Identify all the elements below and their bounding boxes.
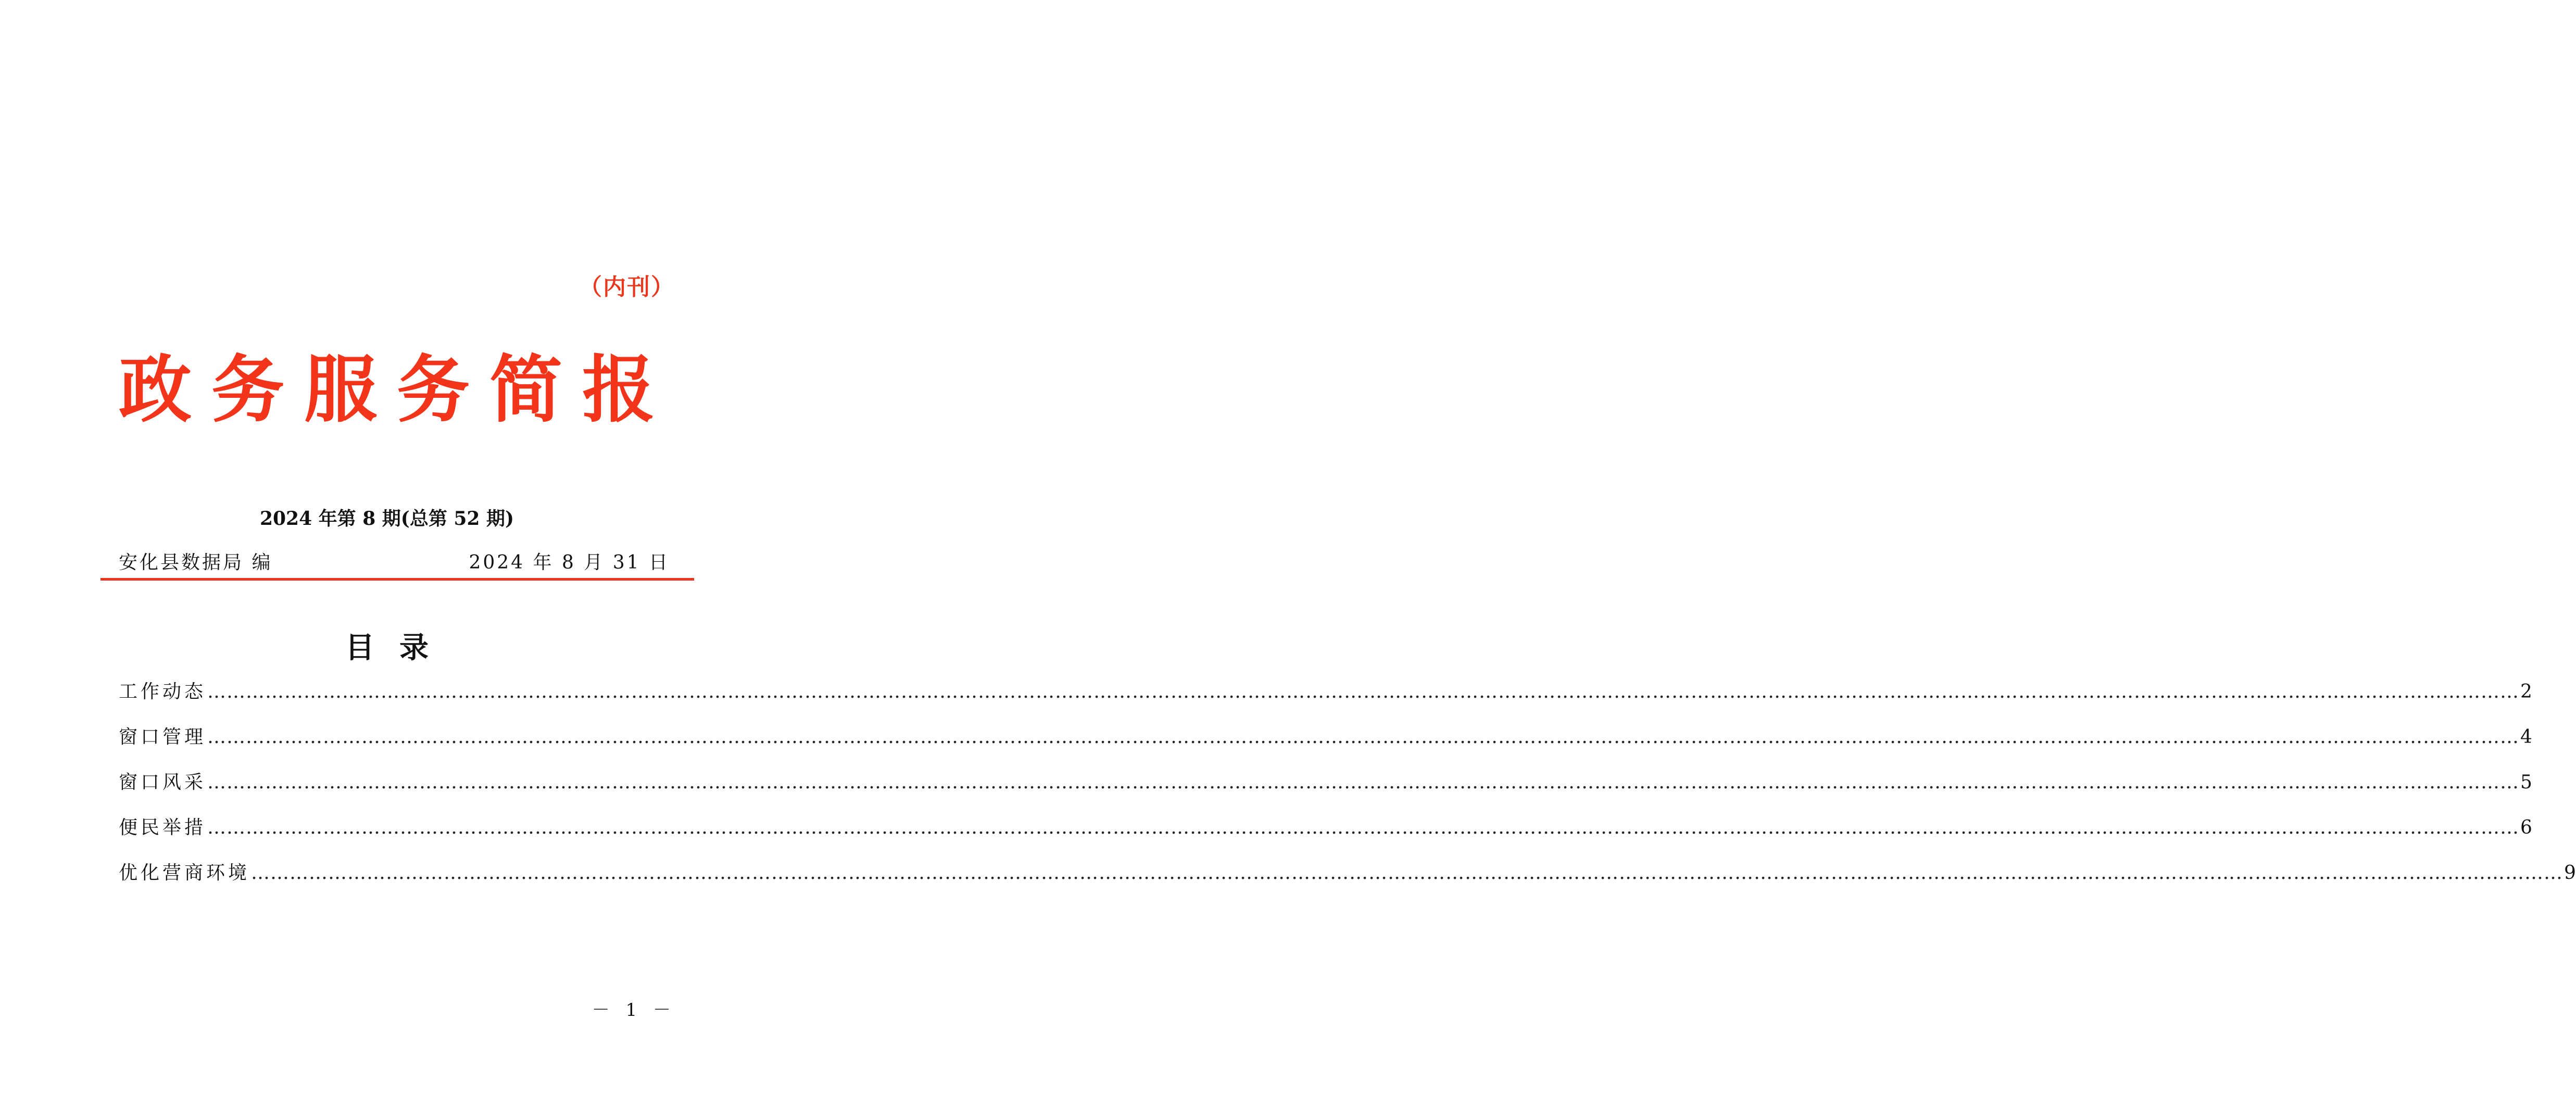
toc-entry-title: 优化营商环境 xyxy=(119,862,250,884)
toc-entry-page: 9 xyxy=(2564,862,2576,884)
toc-leader-dots: ……………………………………………………………………………………………………………………………………………………………………………………………………………………………………………………………………………………………………………………………… xyxy=(251,862,2564,884)
red-divider xyxy=(100,578,694,581)
toc-leader-dots: ……………………………………………………………………………………………………………………………………………………………………………………………………………………………………………………………………………………………………………………………… xyxy=(207,726,2520,748)
toc-leader-dots: ……………………………………………………………………………………………………………………………………………………………………………………………………………………………………………………………………………………………………………………………… xyxy=(207,681,2520,702)
issue-number: 2024 年第 8 期(总第 52 期) xyxy=(259,508,514,530)
toc-heading: 目录 xyxy=(345,631,454,665)
toc-entry-page: 6 xyxy=(2520,817,2532,838)
toc-entry-page: 2 xyxy=(2520,681,2532,702)
toc-entry[interactable] xyxy=(119,858,2576,903)
toc-leader-dots: ……………………………………………………………………………………………………………………………………………………………………………………………………………………………………………………………………………………………………………………………… xyxy=(207,817,2520,838)
toc-entry[interactable] xyxy=(119,813,2532,858)
bulletin-title: 政务服务简报 xyxy=(118,347,675,433)
publish-date: 2024 年 8 月 31 日 xyxy=(469,552,670,573)
toc-leader-dots: ……………………………………………………………………………………………………………………………………………………………………………………………………………………………………………………………………………………………………………………………… xyxy=(207,772,2520,793)
toc-entry-title: 窗口风采 xyxy=(119,772,207,793)
toc-entry[interactable] xyxy=(119,767,2532,813)
page-number: － 1 － xyxy=(592,1000,676,1021)
toc-entry-page: 4 xyxy=(2520,726,2532,748)
publisher: 安化县数据局 编 xyxy=(119,552,273,573)
toc-entry-title: 便民举措 xyxy=(119,817,207,838)
classification-label: （内刊） xyxy=(579,274,675,300)
toc-entry-title: 窗口管理 xyxy=(119,726,207,748)
toc-entry-page: 5 xyxy=(2520,772,2532,793)
table-of-contents xyxy=(119,677,2576,903)
toc-entry[interactable] xyxy=(119,722,2532,767)
toc-entry[interactable] xyxy=(119,677,2532,722)
toc-entry-title: 工作动态 xyxy=(119,681,207,702)
